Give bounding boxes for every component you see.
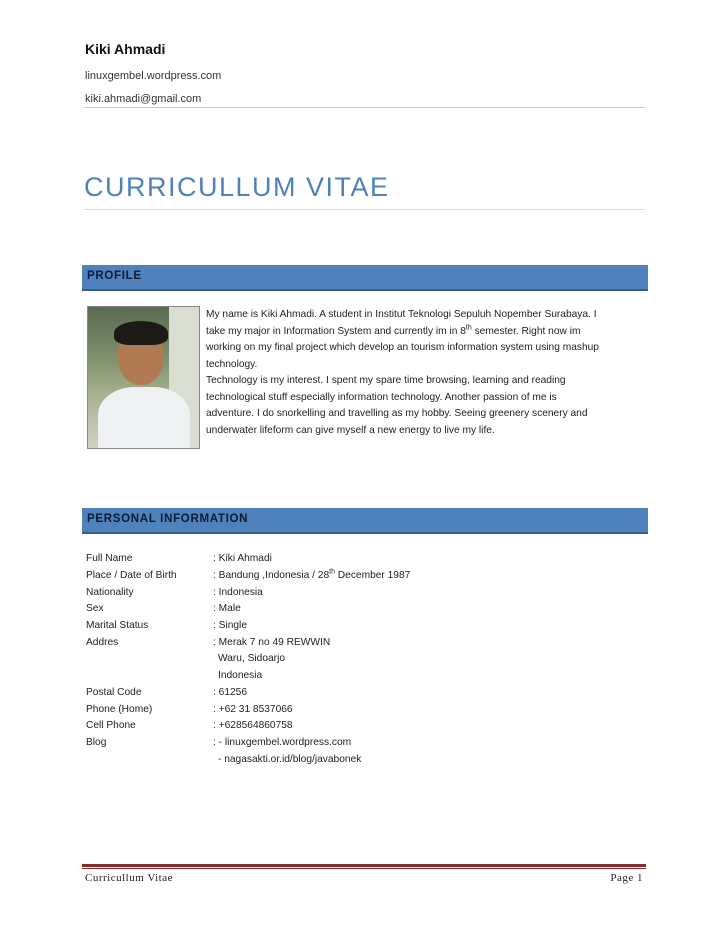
birth-value: : Bandung ,Indonesia / 28th December 1987 (213, 568, 411, 581)
sex-label: Sex (86, 603, 104, 614)
title-divider (84, 209, 645, 210)
address-line-2: Waru, Sidoarjo (218, 653, 285, 664)
author-website: linuxgembel.wordpress.com (85, 70, 222, 82)
cell-value: : +628564860758 (213, 720, 293, 731)
marital-value: : Single (213, 620, 247, 631)
address-label: Addres (86, 637, 119, 648)
author-email: kiki.ahmadi@gmail.com (85, 93, 202, 105)
phone-value: : +62 31 8537066 (213, 704, 293, 715)
author-name: Kiki Ahmadi (85, 41, 166, 57)
phone-label: Phone (Home) (86, 704, 153, 715)
postal-label: Postal Code (86, 687, 142, 698)
profile-line: adventure. I do snorkelling and travelling as my hobby. Seeing greenery scenery and (206, 408, 588, 419)
footer-title: Curricullum Vitae (85, 872, 173, 884)
document-title: CURRICULLUM VITAE (84, 172, 390, 202)
sex-value: : Male (213, 603, 241, 614)
blog-value-1: : - linuxgembel.wordpress.com (213, 737, 352, 748)
profile-line: technological stuff especially information technology. Another passion of me is (206, 391, 557, 403)
personal-section-header (82, 508, 648, 534)
page-number: Page 1 (610, 872, 643, 884)
profile-line: take my major in Information System and currently im in 8th semester. Right now im (206, 324, 581, 337)
footer-divider-thin (82, 868, 646, 869)
profile-section-title: PROFILE (87, 270, 142, 282)
profile-line: working on my final project which develop an tourism information system using mashup (206, 342, 599, 353)
profile-line: My name is Kiki Ahmadi. A student in Institut Teknologi Sepuluh Nopember Surabaya. I (206, 309, 597, 320)
profile-line: Technology is my interest. I spent my spare time browsing, learning and reading (206, 375, 566, 386)
blog-label: Blog (86, 737, 107, 748)
postal-value: : 61256 (213, 687, 247, 698)
nationality-value: : Indonesia (213, 587, 263, 598)
full-name-value: : Kiki Ahmadi (213, 553, 272, 564)
birth-label: Place / Date of Birth (86, 570, 177, 581)
personal-section-title: PERSONAL INFORMATION (87, 513, 249, 525)
full-name-label: Full Name (86, 553, 133, 564)
footer-divider-thick (82, 864, 646, 867)
nationality-label: Nationality (86, 587, 134, 598)
marital-label: Marital Status (86, 620, 149, 631)
cell-label: Cell Phone (86, 720, 136, 731)
profile-section-header (82, 265, 648, 291)
address-line-3: Indonesia (218, 670, 263, 681)
profile-line: underwater lifeform can give myself a new energy to live my life. (206, 424, 495, 436)
profile-text (206, 307, 642, 439)
profile-photo (87, 306, 200, 449)
blog-value-2: - nagasakti.or.id/blog/javabonek (218, 754, 362, 765)
address-line-1: : Merak 7 no 49 REWWIN (213, 637, 331, 648)
header-divider (84, 107, 645, 108)
profile-line: technology. (206, 358, 258, 370)
